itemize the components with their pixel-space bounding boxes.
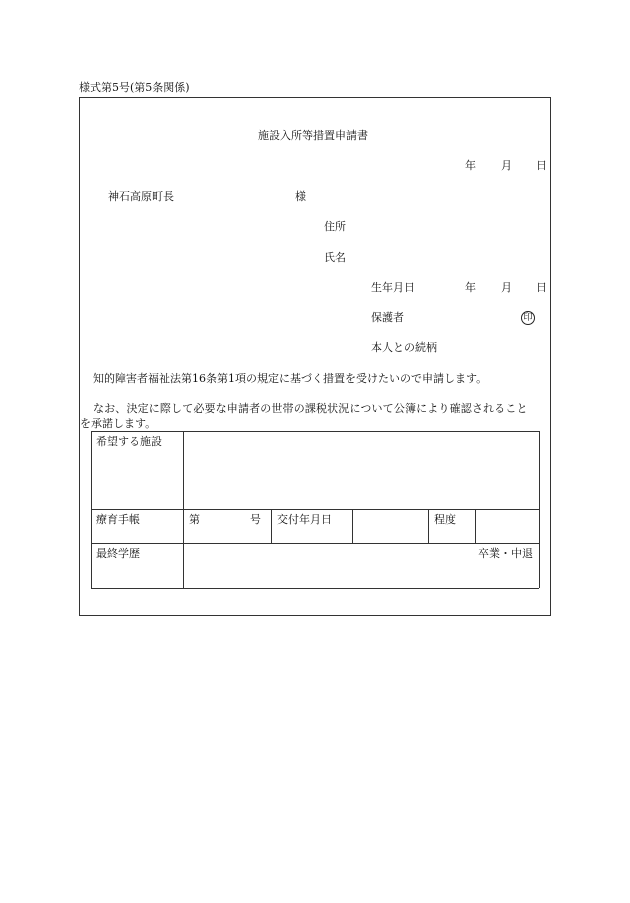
degree-label: 程度 [434,513,456,526]
statement-text: 知的障害者福祉法第16条第1項の規定に基づく措置を受けたいので申請します。 [93,372,488,385]
graduation-status: 卒業・中退 [478,547,533,560]
ryoiku-label: 療育手帳 [96,513,140,526]
birthdate-label: 生年月日 [371,281,415,294]
issue-date-label: 交付年月日 [277,513,332,526]
consent-text-line1: なお、決定に際して必要な申請者の世帯の課税状況について公簿により確認されること [93,402,528,415]
honorific: 様 [295,190,306,203]
date-day: 日 [536,159,547,172]
addressee: 神石高原町長 [108,190,174,203]
table-cell-divider-3 [428,509,429,543]
table-row-divider-2 [91,543,539,544]
table-cell-divider-4 [475,509,476,543]
facility-label: 希望する施設 [96,435,162,448]
number-suffix: 号 [250,513,261,526]
form-frame [79,97,551,616]
consent-text-line2: を承諾します。 [80,417,157,430]
relationship-label: 本人との続柄 [371,341,437,354]
number-prefix: 第 [189,513,200,526]
date-year: 年 [465,159,476,172]
table-label-divider [183,431,184,588]
guardian-label: 保護者 [371,311,404,324]
address-label: 住所 [324,220,346,233]
table-row-divider-1 [91,509,539,510]
form-title: 施設入所等措置申請書 [258,129,368,142]
table-border-bottom [91,588,539,589]
table-border-right [539,431,540,588]
table-border-left [91,431,92,588]
table-cell-divider-1 [271,509,272,543]
education-label: 最終学歴 [96,547,140,560]
name-label: 氏名 [324,251,346,264]
table-border-top [91,431,539,432]
birth-month: 月 [501,281,512,294]
table-cell-divider-2 [352,509,353,543]
seal-mark: 印 [521,311,535,325]
birth-day: 日 [536,281,547,294]
form-number: 様式第5号(第5条関係) [79,81,190,94]
date-month: 月 [501,159,512,172]
birth-year: 年 [465,281,476,294]
